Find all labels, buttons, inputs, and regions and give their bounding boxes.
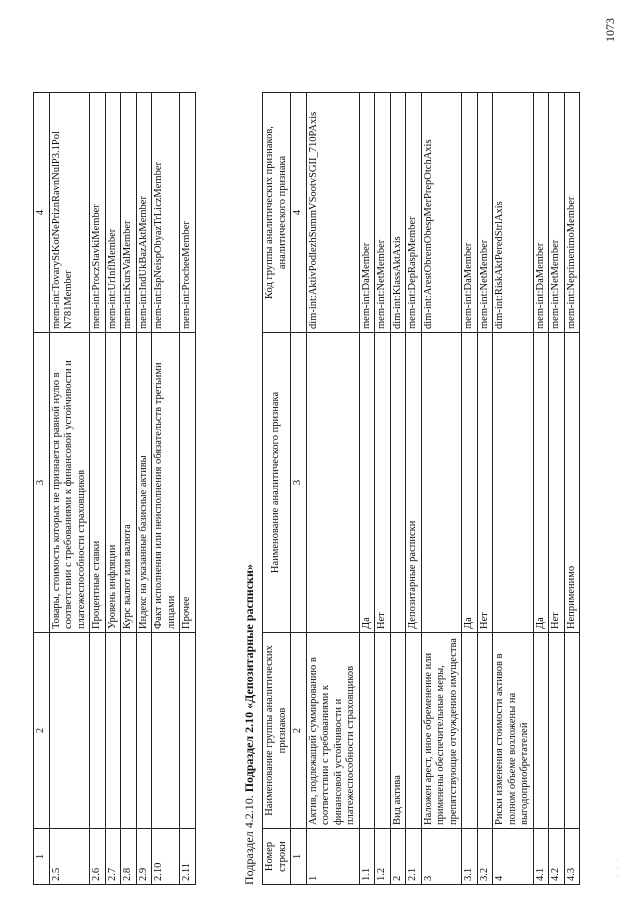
- cell-attr: Уровень инфляции: [105, 333, 121, 633]
- cell-code: mem-int:DepRaspMember: [406, 93, 422, 333]
- cell-group: [359, 633, 375, 829]
- column-number: 4: [34, 93, 50, 333]
- cell-num: 4: [493, 829, 534, 885]
- cell-code: mem-int:NeprimenimoMember: [564, 93, 580, 333]
- cell-code: mem-int:NetMember: [375, 93, 391, 333]
- cell-attr: Процентные ставки: [90, 333, 106, 633]
- cell-group: [406, 633, 422, 829]
- cell-group: [49, 633, 90, 829]
- cell-attr: [390, 333, 406, 633]
- table-row: [564, 93, 580, 885]
- column-number: 4: [291, 93, 307, 333]
- cell-group: Наложен арест, иное обременение или применены обеспечительные меры, препятствующие отчуждению имущества: [421, 633, 462, 829]
- cell-code: dim-int:KlassAktAxis: [390, 93, 406, 333]
- cell-code: mem-int:DaMember: [359, 93, 375, 333]
- cell-group: [180, 633, 196, 829]
- cell-attr: Депозитарные расписки: [406, 333, 422, 633]
- cell-group: [105, 633, 121, 829]
- cell-code: mem-int:KursValMember: [121, 93, 137, 333]
- table-row: [105, 93, 121, 885]
- cell-num: 3.1: [462, 829, 478, 885]
- cell-code: mem-int:ProczStavkiMember: [90, 93, 106, 333]
- cell-group: [533, 633, 549, 829]
- cell-num: 2.11: [180, 829, 196, 885]
- table-row: [477, 93, 493, 885]
- table-row: [375, 93, 391, 885]
- cell-attr: Факт исполнения или неисполнения обязательств третьими лицами: [152, 333, 180, 633]
- cell-group: Риски изменения стоимости активов в полном объеме возложены на выгодоприобретателей: [493, 633, 534, 829]
- cell-num: 1.1: [359, 829, 375, 885]
- cell-num: 4.2: [549, 829, 565, 885]
- cell-group: Актив, подлежащий суммированию в соответствии с требованиями к финансовой устойчивости и платежеспособности страховщиков: [306, 633, 359, 829]
- cell-num: 2.1: [406, 829, 422, 885]
- cell-attr: Да: [462, 333, 478, 633]
- rotated-page: [25, 17, 625, 885]
- table-row: [533, 93, 549, 885]
- cell-attr: Нет: [477, 333, 493, 633]
- table-row: [121, 93, 137, 885]
- page-number: 1073: [603, 18, 617, 42]
- header-row-number: Номер строки: [263, 829, 291, 885]
- table-row: [49, 93, 90, 885]
- cell-code: mem-int:IspNeispObyazTrLiczMember: [152, 93, 180, 333]
- table-row: [462, 93, 478, 885]
- section-title: [242, 564, 257, 885]
- header-attribute-name: Наименование аналитического признака: [263, 333, 291, 633]
- header-row: [263, 93, 291, 885]
- cell-num: 2.9: [136, 829, 152, 885]
- table-row: [180, 93, 196, 885]
- table-row: [421, 93, 462, 885]
- cell-num: 2.10: [152, 829, 180, 885]
- depositary-receipts-table: [262, 92, 580, 885]
- column-number: 2: [34, 633, 50, 829]
- cell-num: 3: [421, 829, 462, 885]
- cell-group: [121, 633, 137, 829]
- cell-attr: [306, 333, 359, 633]
- cell-code: mem-int:ProcheeMember: [180, 93, 196, 333]
- cell-code: mem-int:NetMember: [477, 93, 493, 333]
- table-row: [493, 93, 534, 885]
- table-row: [306, 93, 359, 885]
- cell-num: 3.2: [477, 829, 493, 885]
- continuation-table: [33, 92, 196, 885]
- cell-group: [564, 633, 580, 829]
- column-number-row: [34, 93, 50, 885]
- cell-group: [136, 633, 152, 829]
- section-title-prefix: Подраздел 4.2.10.: [242, 792, 256, 885]
- cell-code: mem-int:TovaryStKotNePriznRavnNulP3.1Pol N781Member: [49, 93, 90, 333]
- cell-attr: Прочее: [180, 333, 196, 633]
- section-title-bold: Подраздел 2.10 «Депозитарные расписки»: [242, 564, 256, 793]
- scan-specks: · · ·: [615, 858, 621, 877]
- cell-group: [549, 633, 565, 829]
- table-row: [406, 93, 422, 885]
- cell-attr: [493, 333, 534, 633]
- cell-attr: Курс валют или валюта: [121, 333, 137, 633]
- cell-group: Вид актива: [390, 633, 406, 829]
- cell-group: [90, 633, 106, 829]
- cell-num: 2.6: [90, 829, 106, 885]
- cell-attr: Нет: [549, 333, 565, 633]
- cell-code: mem-int:DaMember: [533, 93, 549, 333]
- cell-attr: Да: [359, 333, 375, 633]
- cell-code: dim-int:RiskAktPeredStrlAxis: [493, 93, 534, 333]
- cell-attr: Неприменимо: [564, 333, 580, 633]
- table-row: [390, 93, 406, 885]
- cell-attr: Нет: [375, 333, 391, 633]
- cell-num: 1.2: [375, 829, 391, 885]
- cell-group: [152, 633, 180, 829]
- cell-group: [477, 633, 493, 829]
- cell-num: 2.5: [49, 829, 90, 885]
- cell-code: mem-int:DaMember: [462, 93, 478, 333]
- table-row: [359, 93, 375, 885]
- column-number: 3: [34, 333, 50, 633]
- table-row: [90, 93, 106, 885]
- cell-code: dim-int:ArestObremObespMerPrepOtchAxis: [421, 93, 462, 333]
- cell-code: mem-int:IndUkBazAktMember: [136, 93, 152, 333]
- cell-code: dim-int:AktivPodlezhSummVSootvSGII_710PAxis: [306, 93, 359, 333]
- cell-attr: Товары, стоимость которых не признается равной нулю в соответствии с требованиями к финансовой устойчивости и платежеспособности страховщиков: [49, 333, 90, 633]
- table-row: [136, 93, 152, 885]
- cell-code: mem-int:UrInflMember: [105, 93, 121, 333]
- table-row: [549, 93, 565, 885]
- cell-num: 2.7: [105, 829, 121, 885]
- cell-num: 1: [306, 829, 359, 885]
- cell-num: 4.3: [564, 829, 580, 885]
- cell-attr: Да: [533, 333, 549, 633]
- cell-attr: Индекс на указанные базисные активы: [136, 333, 152, 633]
- cell-group: [375, 633, 391, 829]
- header-group-name: Наименование группы аналитических признаков: [263, 633, 291, 829]
- table-row: [152, 93, 180, 885]
- cell-num: 2.8: [121, 829, 137, 885]
- cell-code: mem-int:NetMember: [549, 93, 565, 333]
- cell-num: 4.1: [533, 829, 549, 885]
- header-code: Код группы аналитических признаков, аналитического признака: [263, 93, 291, 333]
- cell-group: [462, 633, 478, 829]
- column-number-row: [291, 93, 307, 885]
- column-number: 2: [291, 633, 307, 829]
- column-number: 3: [291, 333, 307, 633]
- cell-attr: [421, 333, 462, 633]
- column-number: 1: [34, 829, 50, 885]
- cell-num: 2: [390, 829, 406, 885]
- column-number: 1: [291, 829, 307, 885]
